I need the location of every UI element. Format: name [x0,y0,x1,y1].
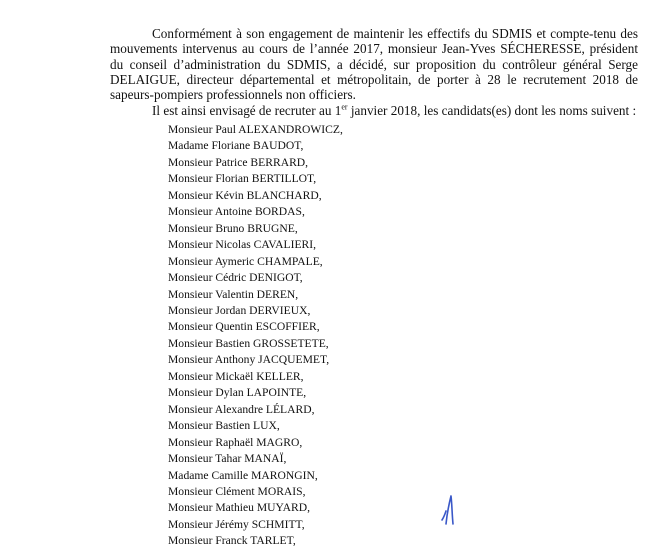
candidate-item: Monsieur Bruno BRUGNE, [168,221,298,235]
candidate-item: Monsieur Aymeric CHAMPALE, [168,254,323,268]
candidate-item: Monsieur Kévin BLANCHARD, [168,188,322,202]
candidate-item: Monsieur Nicolas CAVALIERI, [168,238,317,252]
candidate-item: Monsieur Anthony JACQUEMET, [168,353,330,367]
signature-mark [430,490,470,525]
intro-paragraph: Conformément à son engagement de maintenir les effectifs du SDMIS et compte-tenu des mouvements intervenus au cours de l’année 2017, monsieur Jean-Yves SÉCHERESSE, président du conseil d’administration du SDMIS, a décidé, sur proposition du contrôleur général Serge DELAIGUE, directeur départemental et métropolitain, de porter à 28 le recrutement 2018 de sapeurs-pompiers professionnels non officiers. [110,26,638,103]
candidate-item: Monsieur Patrice BERRARD, [168,155,309,169]
candidate-item: Monsieur Bastien GROSSETETE, [168,336,329,350]
candidate-item: Monsieur Dylan LAPOINTE, [168,386,307,400]
candidate-item: Madame Camille MARONGIN, [168,468,318,482]
list-intro-paragraph [152,103,638,118]
candidate-item: Monsieur Cédric DENIGOT, [168,271,303,285]
candidate-item: Monsieur Quentin ESCOFFIER, [168,320,320,334]
candidate-list [168,122,343,550]
candidate-item: Monsieur Jérémy SCHMITT, [168,517,305,531]
candidate-item: Monsieur Alexandre LÉLARD, [168,402,315,416]
list-intro-text-end: janvier 2018, les candidats(es) dont les noms suivent : [347,103,637,118]
candidate-item: Monsieur Mathieu MUYARD, [168,501,311,515]
candidate-item: Monsieur Jordan DERVIEUX, [168,303,311,317]
candidate-item: Monsieur Paul ALEXANDROWICZ, [168,123,343,136]
list-intro-text: Il est ainsi envisagé de recruter au 1 [152,103,342,118]
candidate-item: Monsieur Antoine BORDAS, [168,205,305,219]
candidate-item: Monsieur Tahar MANAÏ, [168,452,287,466]
ordinal-superscript: er [341,102,348,112]
candidate-item: Monsieur Valentin DEREN, [168,287,299,301]
candidate-item: Monsieur Bastien LUX, [168,419,280,433]
candidate-item: Monsieur Raphaël MAGRO, [168,435,303,449]
candidate-item: Monsieur Mickaël KELLER, [168,369,304,383]
candidate-item: Monsieur Franck TARLET, [168,534,296,548]
candidate-item: Madame Floriane BAUDOT, [168,139,304,153]
candidate-item: Monsieur Clément MORAIS, [168,484,306,498]
candidate-item: Monsieur Florian BERTILLOT, [168,172,317,186]
